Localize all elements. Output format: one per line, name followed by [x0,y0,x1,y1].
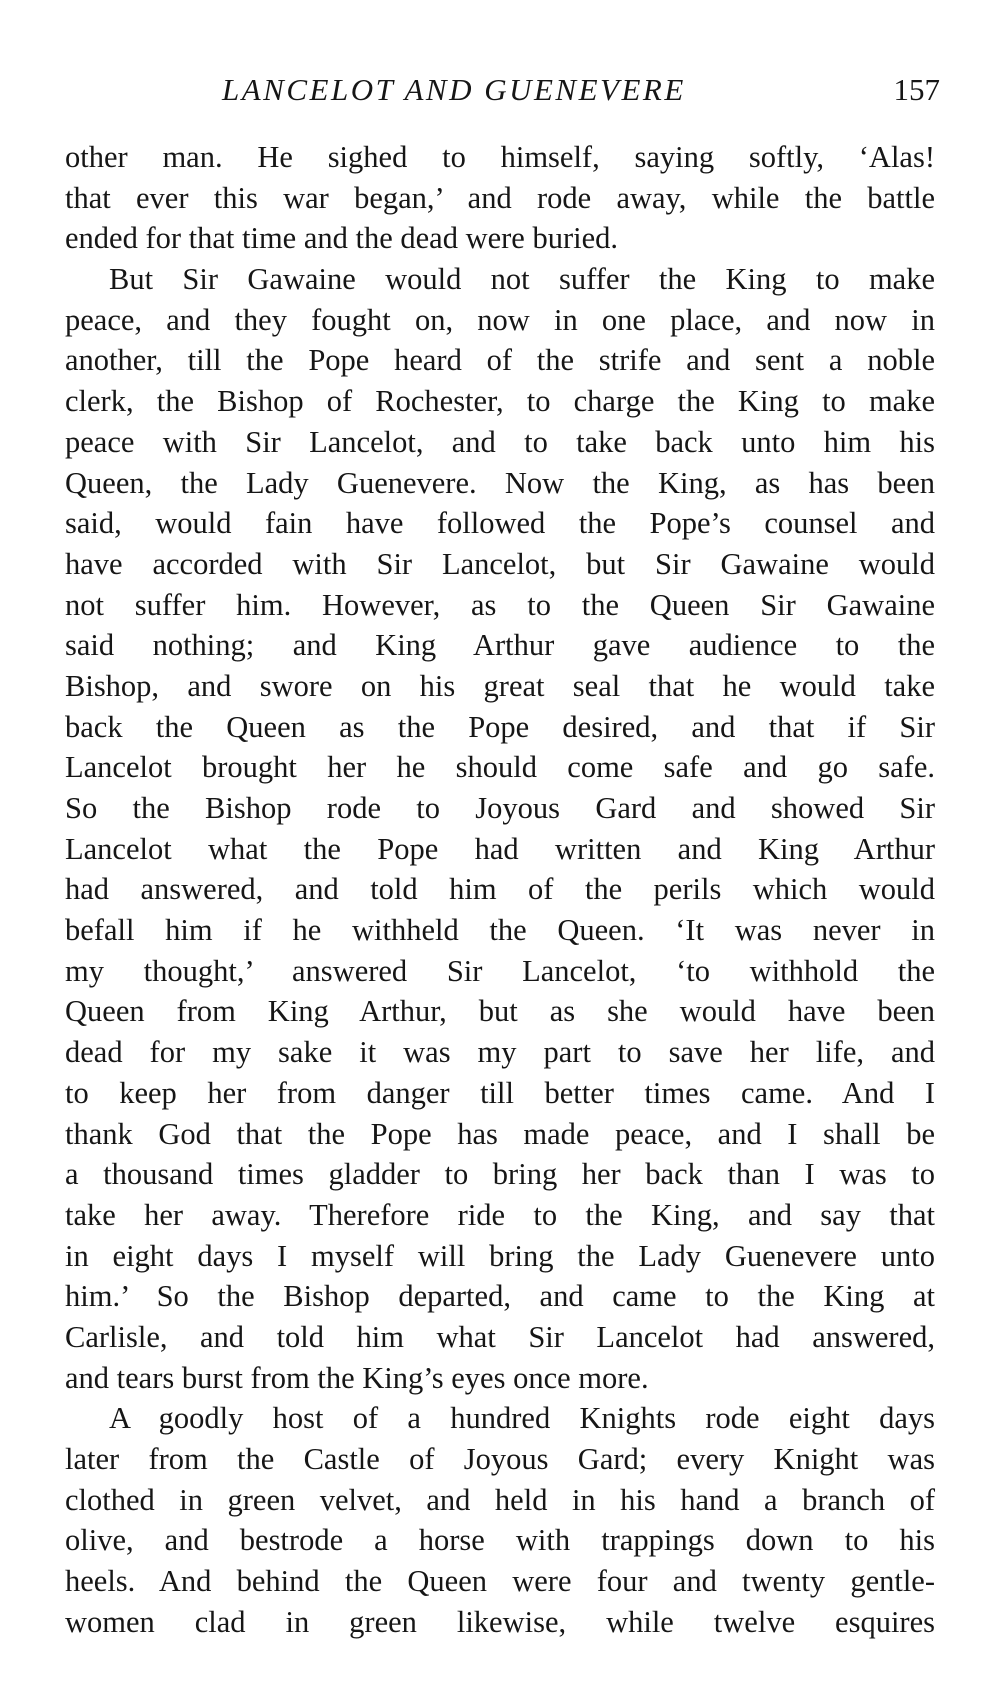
text-line: to keep her from danger till better times came. And I [65,1075,935,1110]
text-line: back the Queen as the Pope desired, and that if Sir [65,709,935,744]
text-line: befall him if he withheld the Queen. ‘It was never in [65,913,935,948]
text-line: and tears burst from the King’s eyes once more. [65,1360,649,1395]
text-line: Queen from King Arthur, but as she would have been [65,994,935,1029]
text-line: peace, and they fought on, now in one place, and now in [65,302,935,337]
text-line: So the Bishop rode to Joyous Gard and showed Sir [65,791,935,825]
text-line: later from the Castle of Joyous Gard; every Knight was [65,1442,935,1476]
text-line: Carlisle, and told him what Sir Lancelot had answered, [65,1319,935,1354]
text-line: said nothing; and King Arthur gave audience to the [65,628,935,663]
body-text [65,137,935,1642]
text-line: a thousand times gladder to bring her back than I was to [65,1157,935,1192]
text-line: Bishop, and swore on his great seal that he would take [65,668,935,703]
text-line: clothed in green velvet, and held in his hand a branch of [65,1482,935,1517]
text-line: A goodly host of a hundred Knights rode eight days [109,1401,935,1436]
text-line: had answered, and told him of the perils which would [65,872,935,907]
text-line: But Sir Gawaine would not suffer the King to make [109,262,935,297]
text-line: thank God that the Pope has made peace, and I shall be [65,1116,935,1151]
text-line: Lancelot what the Pope had written and King Arthur [65,831,935,866]
running-title: LANCELOT AND GUENEVERE [222,72,686,107]
text-line: olive, and bestrode a horse with trappings down to his [65,1523,935,1558]
page-number: 157 [893,72,940,107]
text-line: Queen, the Lady Guenevere. Now the King, as has been [65,465,935,500]
text-line: another, till the Pope heard of the strife and sent a noble [65,343,935,378]
text-line: have accorded with Sir Lancelot, but Sir Gawaine would [65,546,935,581]
text-line: said, would fain have followed the Pope’s counsel and [65,506,935,541]
text-line: clerk, the Bishop of Rochester, to charge the King to make [65,384,935,419]
text-line: other man. He sighed to himself, saying softly, ‘Alas! [65,140,935,174]
text-line: Lancelot brought her he should come safe and go safe. [65,750,935,785]
text-line: take her away. Therefore ride to the King, and say that [65,1197,935,1232]
text-line: that ever this war began,’ and rode away, while the battle [65,180,935,215]
text-line: peace with Sir Lancelot, and to take back unto him his [65,424,935,459]
text-line: dead for my sake it was my part to save her life, and [65,1035,935,1070]
text-line: women clad in green likewise, while twelve esquires [65,1604,935,1639]
text-line: heels. And behind the Queen were four and twenty gentle- [65,1564,935,1599]
text-line: in eight days I myself will bring the Lady Guenevere unto [65,1238,935,1273]
text-line: my thought,’ answered Sir Lancelot, ‘to withhold the [65,953,935,988]
text-line: ended for that time and the dead were buried. [65,221,619,256]
running-head [60,70,940,110]
text-line: him.’ So the Bishop departed, and came to the King at [65,1279,935,1314]
text-line: not suffer him. However, as to the Queen Sir Gawaine [65,587,935,622]
